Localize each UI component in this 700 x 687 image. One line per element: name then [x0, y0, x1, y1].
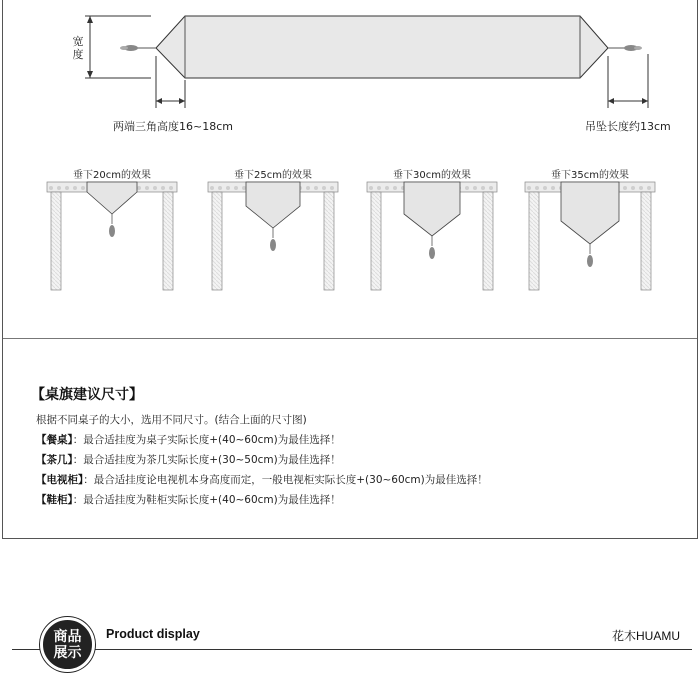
recommend-intro: 根据不同桌子的大小，选用不同尺寸。(结合上面的尺寸图) — [36, 414, 307, 426]
effect-table-35cm — [525, 182, 655, 290]
item-text: ：最合适挂度为桌子实际长度+(40~60cm)为最佳选择！ — [72, 434, 341, 446]
recommend-item-tea-table — [36, 452, 341, 467]
recommend-item-tv-cabinet — [36, 472, 488, 487]
product-display-badge — [40, 617, 95, 672]
effect-table-25cm — [208, 182, 338, 290]
item-text: ：最合适挂度为鞋柜实际长度+(40~60cm)为最佳选择！ — [72, 494, 341, 506]
item-text: ：最合适挂度论电视机本身高度而定，一般电视柜实际长度+(30~60cm)为最佳选择！ — [83, 474, 488, 486]
recommend-item-shoe-cabinet — [36, 492, 341, 507]
effect-table-20cm — [47, 182, 177, 290]
item-name: 【餐桌】 — [36, 434, 73, 446]
size-guide-panel — [2, 0, 698, 539]
triangle-height-label: 两端三角高度16~18cm — [113, 120, 233, 133]
effect-table-30cm — [367, 182, 497, 290]
item-text: ：最合适挂度为茶几实际长度+(30~50cm)为最佳选择！ — [72, 454, 341, 466]
recommend-item-dining-table — [36, 432, 341, 447]
width-label: 宽度 — [72, 35, 84, 61]
section-divider — [3, 338, 697, 339]
effect-label-25cm: 垂下25cm的效果 — [234, 170, 312, 181]
effect-label-30cm: 垂下30cm的效果 — [393, 170, 471, 181]
product-display-title: Product display — [106, 627, 200, 641]
effect-label-35cm: 垂下35cm的效果 — [551, 170, 629, 181]
item-name: 【茶几】 — [36, 454, 73, 466]
table-runner-shape — [156, 16, 608, 78]
item-name: 【电视柜】 — [36, 474, 84, 486]
drop-effects — [3, 176, 699, 326]
badge-line-1: 商品 — [53, 628, 82, 645]
pendant-length-label: 吊坠长度约13cm — [585, 120, 671, 133]
item-name: 【鞋柜】 — [36, 494, 73, 506]
right-tassel-icon — [608, 45, 642, 51]
recommend-title: 【桌旗建议尺寸】 — [31, 387, 143, 403]
effect-label-20cm: 垂下20cm的效果 — [73, 170, 151, 181]
brand-name: 花木HUAMU — [612, 629, 680, 643]
footer-rule — [12, 649, 692, 650]
badge-line-2: 展示 — [53, 644, 82, 661]
left-tassel-icon — [120, 45, 156, 51]
